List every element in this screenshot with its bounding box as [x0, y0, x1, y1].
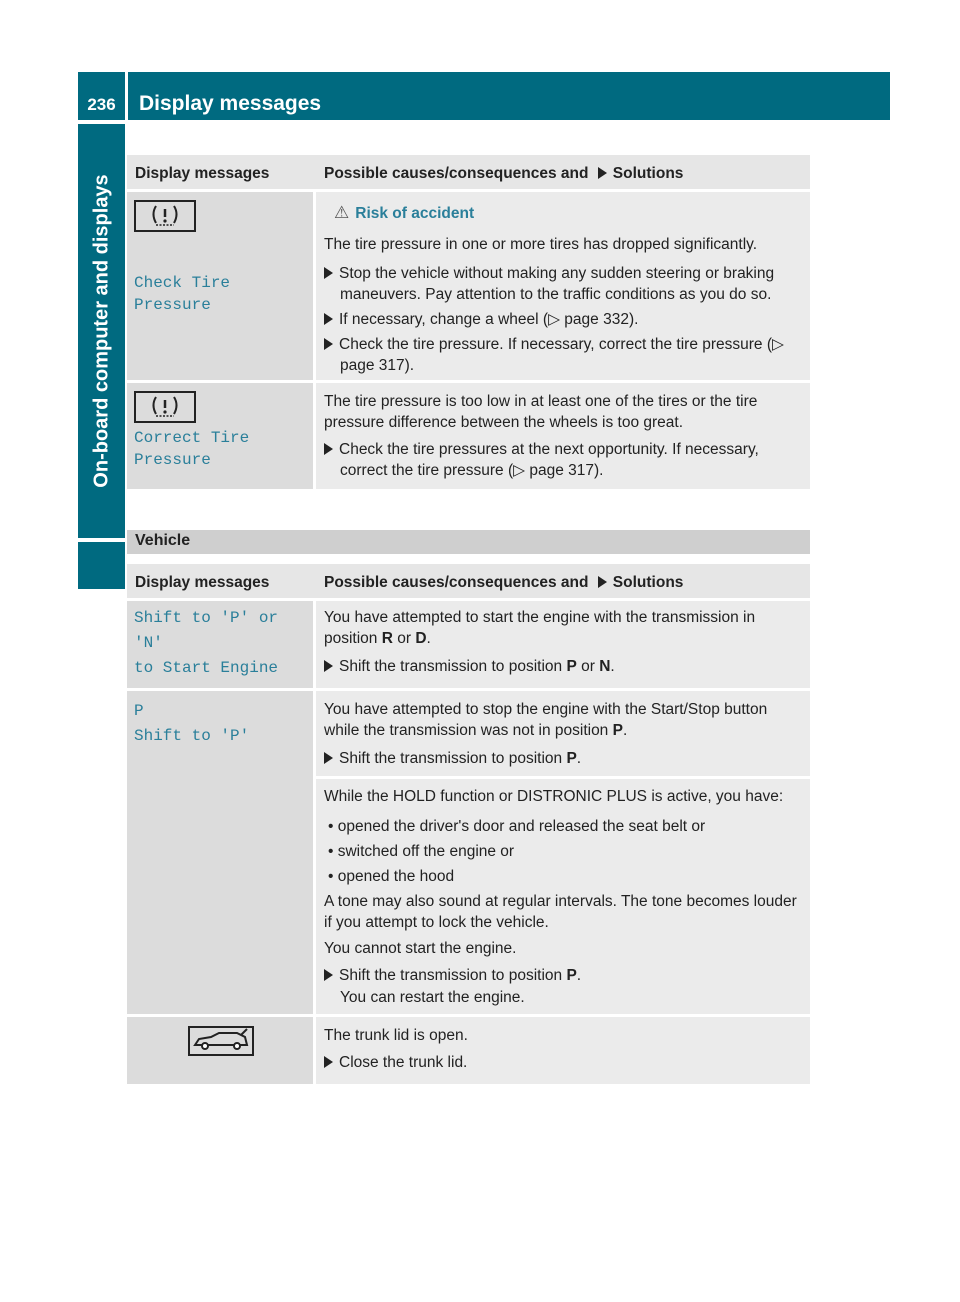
- solution-step: Check the tire pressures at the next opportunity. If necessary, correct the tire pressure (▷ page 317).: [324, 439, 804, 481]
- step-arrow-icon: [324, 1056, 333, 1068]
- step-arrow-icon: [324, 443, 333, 455]
- col-header-causes: Possible causes/consequences and: [324, 165, 589, 182]
- list-item: • opened the driver's door and released the seat belt or: [328, 818, 706, 835]
- page-number: 236: [78, 72, 125, 120]
- trunk-open-icon: [187, 1025, 255, 1057]
- warning-triangle-icon: ⚠: [334, 203, 350, 222]
- cause-text: While the HOLD function or DISTRONIC PLUS is active, you have:: [324, 788, 784, 805]
- col-header-solutions: Solutions: [612, 574, 684, 591]
- message-shift-to-start-engine: Shift to 'P' or 'N' to Start Engine: [134, 609, 279, 677]
- list-item: • switched off the engine or: [328, 843, 515, 860]
- message-correct-tire-pressure: Correct Tire Pressure: [134, 429, 250, 469]
- message-shift-to-p: P Shift to 'P': [134, 702, 250, 745]
- section-header-vehicle: Vehicle: [127, 530, 810, 554]
- triangle-arrow-icon: [598, 167, 607, 179]
- table-row: [127, 1017, 810, 1084]
- cause-text: The trunk lid is open.: [324, 1027, 468, 1044]
- step-arrow-icon: [324, 313, 333, 325]
- step-arrow-icon: [324, 752, 333, 764]
- sidebar-chapter-label: On-board computer and displays: [90, 174, 113, 488]
- cause-text: The tire pressure in one or more tires has dropped significantly.: [324, 236, 758, 253]
- tire-pressure-warning-icon: [134, 200, 196, 232]
- table-row: [127, 192, 810, 380]
- tone-text: A tone may also sound at regular intervals. The tone becomes louder if you attempt to lock the vehicle.: [324, 893, 797, 931]
- list-item: • opened the hood: [328, 868, 455, 885]
- solution-step: Close the trunk lid.: [324, 1052, 804, 1073]
- solution-step: Stop the vehicle without making any sudden steering or braking maneuvers. Pay attention to the traffic conditions as you do so.: [324, 263, 804, 305]
- solution-step: Shift the transmission to position P.: [324, 965, 804, 986]
- table-row: [127, 383, 810, 489]
- cause-text: You have attempted to start the engine with the transmission in position R or D.: [324, 609, 756, 647]
- step-arrow-icon: [324, 338, 333, 350]
- col-header-causes: Possible causes/consequences and: [324, 574, 589, 591]
- table-row: [127, 601, 810, 688]
- cause-text: You have attempted to stop the engine with the Start/Stop button while the transmission was not in position P.: [324, 701, 768, 739]
- step-arrow-icon: [324, 660, 333, 672]
- cause-text: The tire pressure is too low in at least one of the tires or the tire pressure difference between the wheels is too great.: [324, 393, 758, 431]
- table-header-row: [127, 155, 810, 189]
- solution-step: Shift the transmission to position P.: [324, 748, 804, 769]
- table-header-row: [127, 564, 810, 598]
- tire-pressure-warning-icon: [134, 391, 196, 423]
- step-arrow-icon: [324, 969, 333, 981]
- step-result: You can restart the engine.: [340, 989, 525, 1006]
- solution-step: Check the tire pressure. If necessary, correct the tire pressure (▷ page 317).: [324, 334, 804, 376]
- solution-step: Shift the transmission to position P or N.: [324, 656, 804, 677]
- step-arrow-icon: [324, 267, 333, 279]
- table-row: [127, 691, 810, 1014]
- warning-heading: ⚠ Risk of accident: [334, 203, 475, 222]
- cannot-start-text: You cannot start the engine.: [324, 940, 517, 957]
- col-header-messages: Display messages: [135, 574, 270, 591]
- page-header: [78, 72, 890, 120]
- cause-cell-hold: [316, 779, 810, 1014]
- sidebar-marker: [78, 542, 125, 589]
- page-title: Display messages: [128, 72, 890, 120]
- message-check-tire-pressure: Check Tire Pressure: [134, 274, 231, 314]
- col-header-messages: Display messages: [135, 165, 270, 182]
- triangle-arrow-icon: [598, 576, 607, 588]
- col-header-solutions: Solutions: [612, 165, 684, 182]
- solution-step: If necessary, change a wheel (▷ page 332).: [324, 309, 804, 330]
